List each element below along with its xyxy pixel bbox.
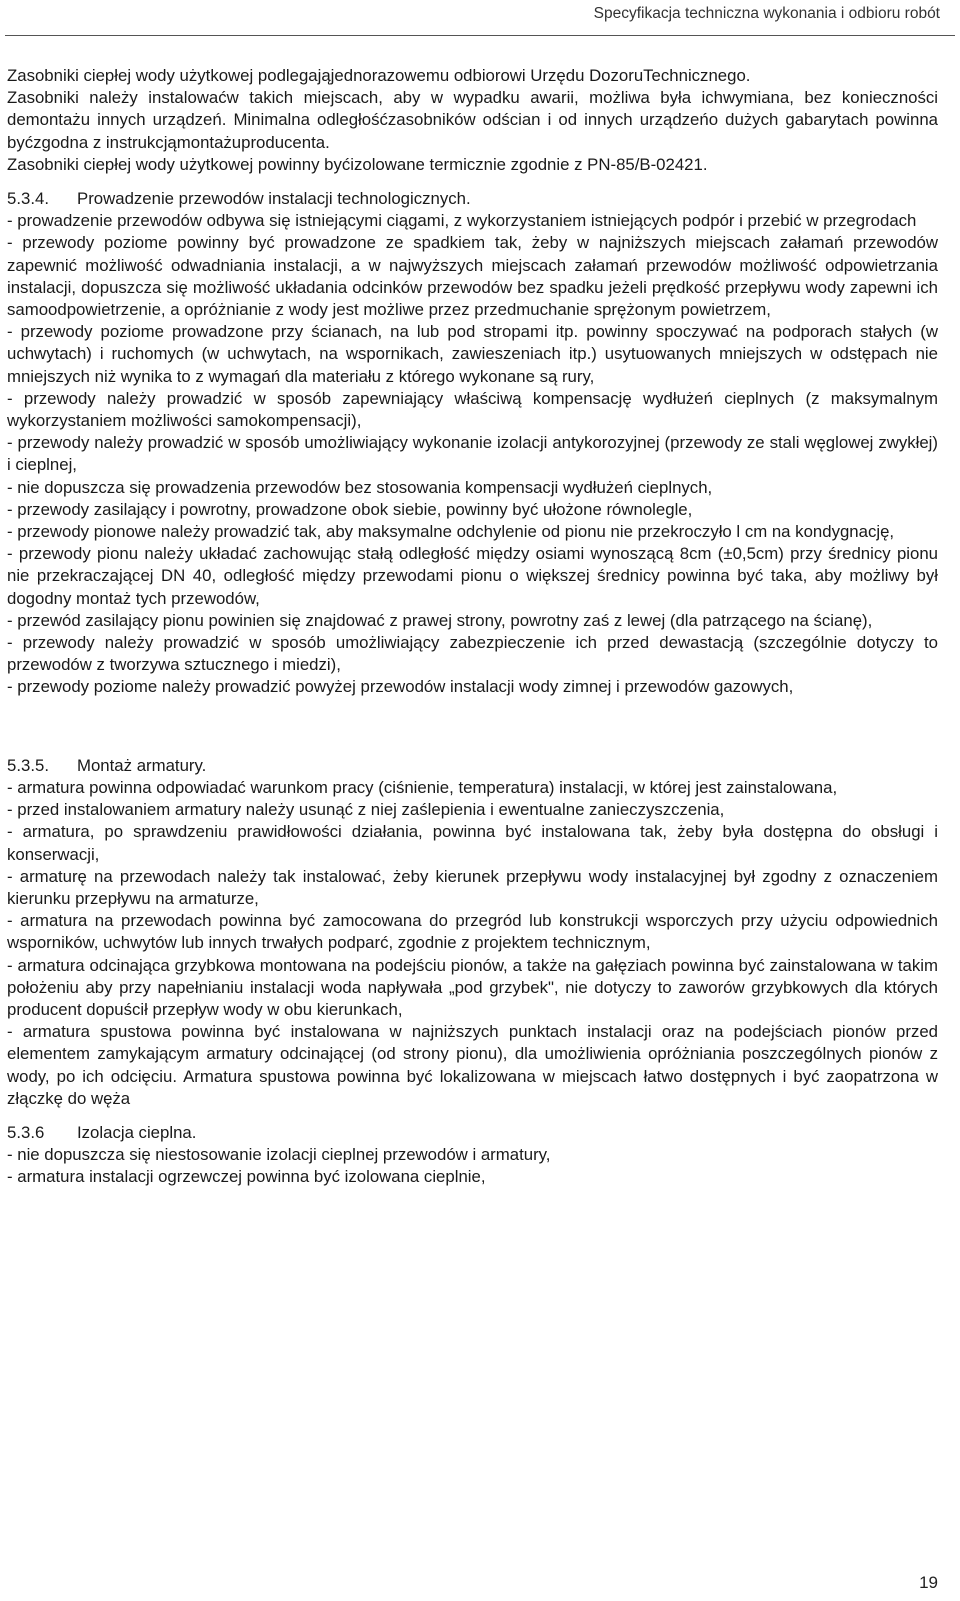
header-divider (5, 35, 955, 36)
section-heading-534 (7, 188, 938, 210)
list-item: - armatura spustowa powinna być instalowana w najniższych punktach instalacji oraz na podejściach pionów przed elementem zamykającym armatury odcinającej (od strony pionu), dla umożliwienia opróżniania poszczególnych pionów z wody, po ich odcięciu. Armatura spustowa powinna być lokalizowana w miejscach łatwo dostępnych i być zaopatrzona w złączkę do węża (7, 1022, 938, 1108)
list-item: - przed instalowaniem armatury należy usunąć z niej zaślepienia i ewentualne zanieczyszczenia, (7, 800, 725, 820)
list-item: - nie dopuszcza się niestosowanie izolacji cieplnej przewodów i armatury, (7, 1145, 551, 1165)
list-item: - armatura, po sprawdzeniu prawidłowości działania, powinna być instalowana tak, żeby była dostępna do obsługi i konserwacji, (7, 822, 938, 864)
list-item: - armaturę na przewodach należy tak instalować, żeby kierunek przepływu wody instalacyjnej był zgodny z oznaczeniem kierunku przepływu na armaturze, (7, 866, 938, 908)
list-item: - przewody poziome prowadzone przy ścianach, na lub pod stropami itp. powinny spoczywać na podporach stałych (w uchwytach) i ruchomych (w uchwytach, na wspornikach, zawieszeniach itp.) usytuowanych mniejszych w odstępach nie mniejszych niż wynika to z wymagań dla materiału z którego wykonane są rury, (7, 322, 938, 386)
section-title: Izolacja cieplna. (77, 1122, 197, 1142)
section-number: 5.3.4. (7, 189, 49, 209)
list-item: - przewody należy prowadzić w sposób umożliwiający wykonanie izolacji antykorozyjnej (przewody ze stali węglowej zwykłej) i cieplnej, (7, 433, 938, 475)
intro-paragraph: Zasobniki ciepłej wody użytkowej podlegająjednorazowemu odbiorowi Urzędu DozoruTechnicznego. (7, 66, 751, 85)
list-item: - armatura na przewodach powinna być zamocowana do przegród lub konstrukcji wsporczych przy użyciu odpowiednich wsporników, uchwytów lub innych trwałych podparć, zgodnie z projektem technicznym, (7, 911, 938, 953)
list-item: - przewód zasilający pionu powinien się znajdować z prawej strony, powrotny zaś z lewej (dla patrzącego na ścianę), (7, 610, 873, 630)
list-item: - przewody poziome powinny być prowadzone ze spadkiem tak, żeby w najniższych miejscach załamań przewodów zapewnić możliwość odwadniania instalacji, a w najwyższych miejscach załamań przewodów możliwość odpowietrzania instalacji, dopuszcza się możliwość układania odcinków przewodów bez spadku jeżeli prędkość przepływu wody zapewni ich samoodpowietrzenie, a opróżnianie z wody jest możliwe przez przedmuchanie sprężonym powietrzem, (7, 233, 938, 320)
section-title: Montaż armatury. (77, 755, 207, 775)
list-item: - przewody pionowe należy prowadzić tak, aby maksymalne odchylenie od pionu nie przekroczyło l cm na kondygnację, (7, 522, 895, 542)
list-item: - armatura powinna odpowiadać warunkom pracy (ciśnienie, temperatura) instalacji, w której jest zainstalowana, (7, 777, 838, 797)
list-item: - przewody należy prowadzić w sposób umożliwiający zabezpieczenie ich przed dewastacją (szczególnie dotyczy to przewodów z tworzywa sztucznego i miedzi), (7, 633, 938, 675)
list-item: - prowadzenie przewodów odbywa się istniejącymi ciągami, z wykorzystaniem istniejących podpór i przebić w przegrodach (7, 211, 917, 231)
page-header: Specyfikacja techniczna wykonania i odbioru robót (593, 5, 940, 22)
section-heading-536 (7, 1122, 938, 1144)
section-number: 5.3.6 (7, 1122, 45, 1142)
list-item: - przewody poziome należy prowadzić powyżej przewodów instalacji wody zimnej i przewodów gazowych, (7, 677, 794, 697)
list-item: - armatura instalacji ogrzewczej powinna być izolowana cieplnie, (7, 1167, 486, 1187)
list-item: - nie dopuszcza się prowadzenia przewodów bez stosowania kompensacji wydłużeń cieplnych, (7, 477, 713, 497)
page-number: 19 (919, 1573, 938, 1592)
intro-paragraph: Zasobniki należy instalowaćw takich miejscach, aby w wypadku awarii, możliwa była ichwymiana, bez konieczności demontażu innych urządzeń. Minimalna odległośćzasobników odścian i od innych urządzeńo dużych gabarytach powinna byćzgodna z instrukcjąmontażuproducenta. (7, 88, 938, 152)
section-number: 5.3.5. (7, 755, 49, 775)
section-heading-535 (7, 755, 938, 777)
list-item: - przewody zasilający i powrotny, prowadzone obok siebie, powinny być ułożone równolegle, (7, 499, 693, 519)
document-body (7, 65, 938, 1189)
list-item: - przewody pionu należy układać zachowując stałą odległość między osiami wynoszącą 8cm (±0,5cm) przy średnicy pionu nie przekraczającej DN 40, odległość między przewodami pionu o większej średnicy powinna być taka, aby możliwy był dogodny montaż tych przewodów, (7, 544, 938, 608)
list-item: - armatura odcinająca grzybkowa montowana na podejściu pionów, a także na gałęziach powinna być zainstalowana w takim położeniu aby przy napełnianiu instalacji woda napływała „pod grzybek", nie dotyczy to zaworów grzybkowych dla których producent dopuścił przepływ wody w obu kierunkach, (7, 955, 938, 1019)
list-item: - przewody należy prowadzić w sposób zapewniający właściwą kompensację wydłużeń cieplnych (z maksymalnym wykorzystaniem możliwości samokompensacji), (7, 388, 938, 431)
intro-paragraph: Zasobniki ciepłej wody użytkowej powinny byćizolowane termicznie zgodnie z PN-85/B-02421. (7, 154, 708, 174)
section-title: Prowadzenie przewodów instalacji technologicznych. (77, 189, 471, 209)
